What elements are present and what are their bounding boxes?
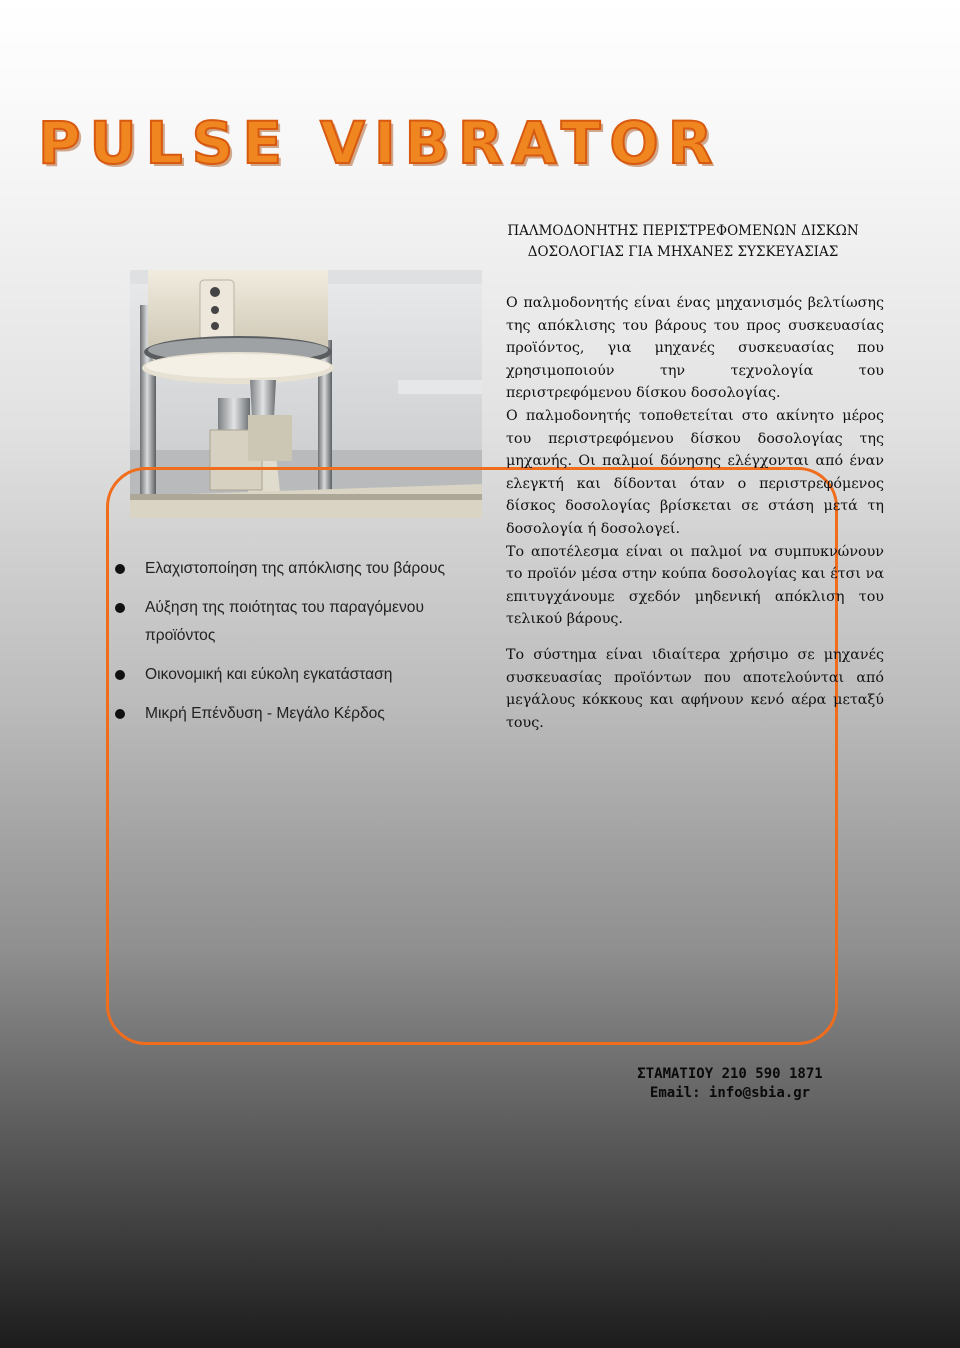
benefit-item <box>115 661 445 689</box>
benefit-item <box>115 555 445 583</box>
benefits-list <box>115 555 445 739</box>
description-paragraph-1: Ο παλμοδονητής είναι ένας μηχανισμός βελτίωσης της απόκλισης του βάρους του προς συσκευασίας προϊόντος, για μηχανές συσκευασίας που χρησιμοποιούν την τεχνολογία του περιστρεφόμενου δίσκου δοσολογίας. <box>506 295 884 402</box>
document-subtitle <box>470 221 896 263</box>
benefit-item <box>115 594 445 650</box>
contact-info <box>600 1065 860 1103</box>
subtitle-line-2: ΔΟΣΟΛΟΓΙΑΣ ΓΙΑ ΜΗΧΑΝΕΣ ΣΥΣΚΕΥΑΣΙΑΣ <box>527 244 839 260</box>
bullet-icon <box>115 709 125 719</box>
subtitle-line-1: ΠΑΛΜΟΔΟΝΗΤΗΣ ΠΕΡΙΣΤΡΕΦΟΜΕΝΩΝ ΔΙΣΚΩΝ <box>507 223 859 239</box>
benefit-item <box>115 700 445 728</box>
benefit-text: Οικονομική και εύκολη εγκατάσταση <box>145 666 393 683</box>
bullet-icon <box>115 670 125 680</box>
description-paragraph-2: Ο παλμοδονητής τοποθετείται στο ακίνητο μέρος του περιστρεφόμενου δίσκου δοσολογίας της μηχανής. Οι παλμοί δόνησης ελέγχονται από έναν ελεγκτή και δίδονται όταν ο περιστρεφόμενος δίσκος δοσολογίας βρίσκεται σε στάση μετά τη δοσολογία ή δοσολογεί. <box>506 407 884 537</box>
bullet-icon <box>115 603 125 613</box>
page-title: PULSE VIBRATOR <box>38 109 722 177</box>
benefit-text: Αύξηση της ποιότητας του παραγόμενου προϊόντος <box>145 599 424 644</box>
contact-phone: ΣΤΑΜΑΤΙΟΥ 210 590 1871 <box>637 1066 823 1082</box>
description-text <box>506 292 884 734</box>
contact-email: Email: info@sbia.gr <box>649 1085 811 1101</box>
benefit-text: Ελαχιστοποίηση της απόκλισης του βάρους <box>145 560 445 577</box>
description-paragraph-3: Το αποτέλεσμα είναι οι παλμοί να συμπυκνώνουν το προϊόν μέσα στην κούπα δοσολογίας και έτσι να επιτυγχάνουμε σχεδόν μηδενική απόκλιση του τελικού βάρους. <box>506 543 884 628</box>
bullet-icon <box>115 564 125 574</box>
benefit-text: Μικρή Επένδυση - Μεγάλο Κέρδος <box>145 705 385 722</box>
description-paragraph-4: Το σύστημα είναι ιδιαίτερα χρήσιμο σε μηχανές συσκευασίας προϊόντων που αποτελούνται από μεγάλους κόκκους και αφήνουν κενό αέρα μεταξύ τους. <box>506 646 884 731</box>
